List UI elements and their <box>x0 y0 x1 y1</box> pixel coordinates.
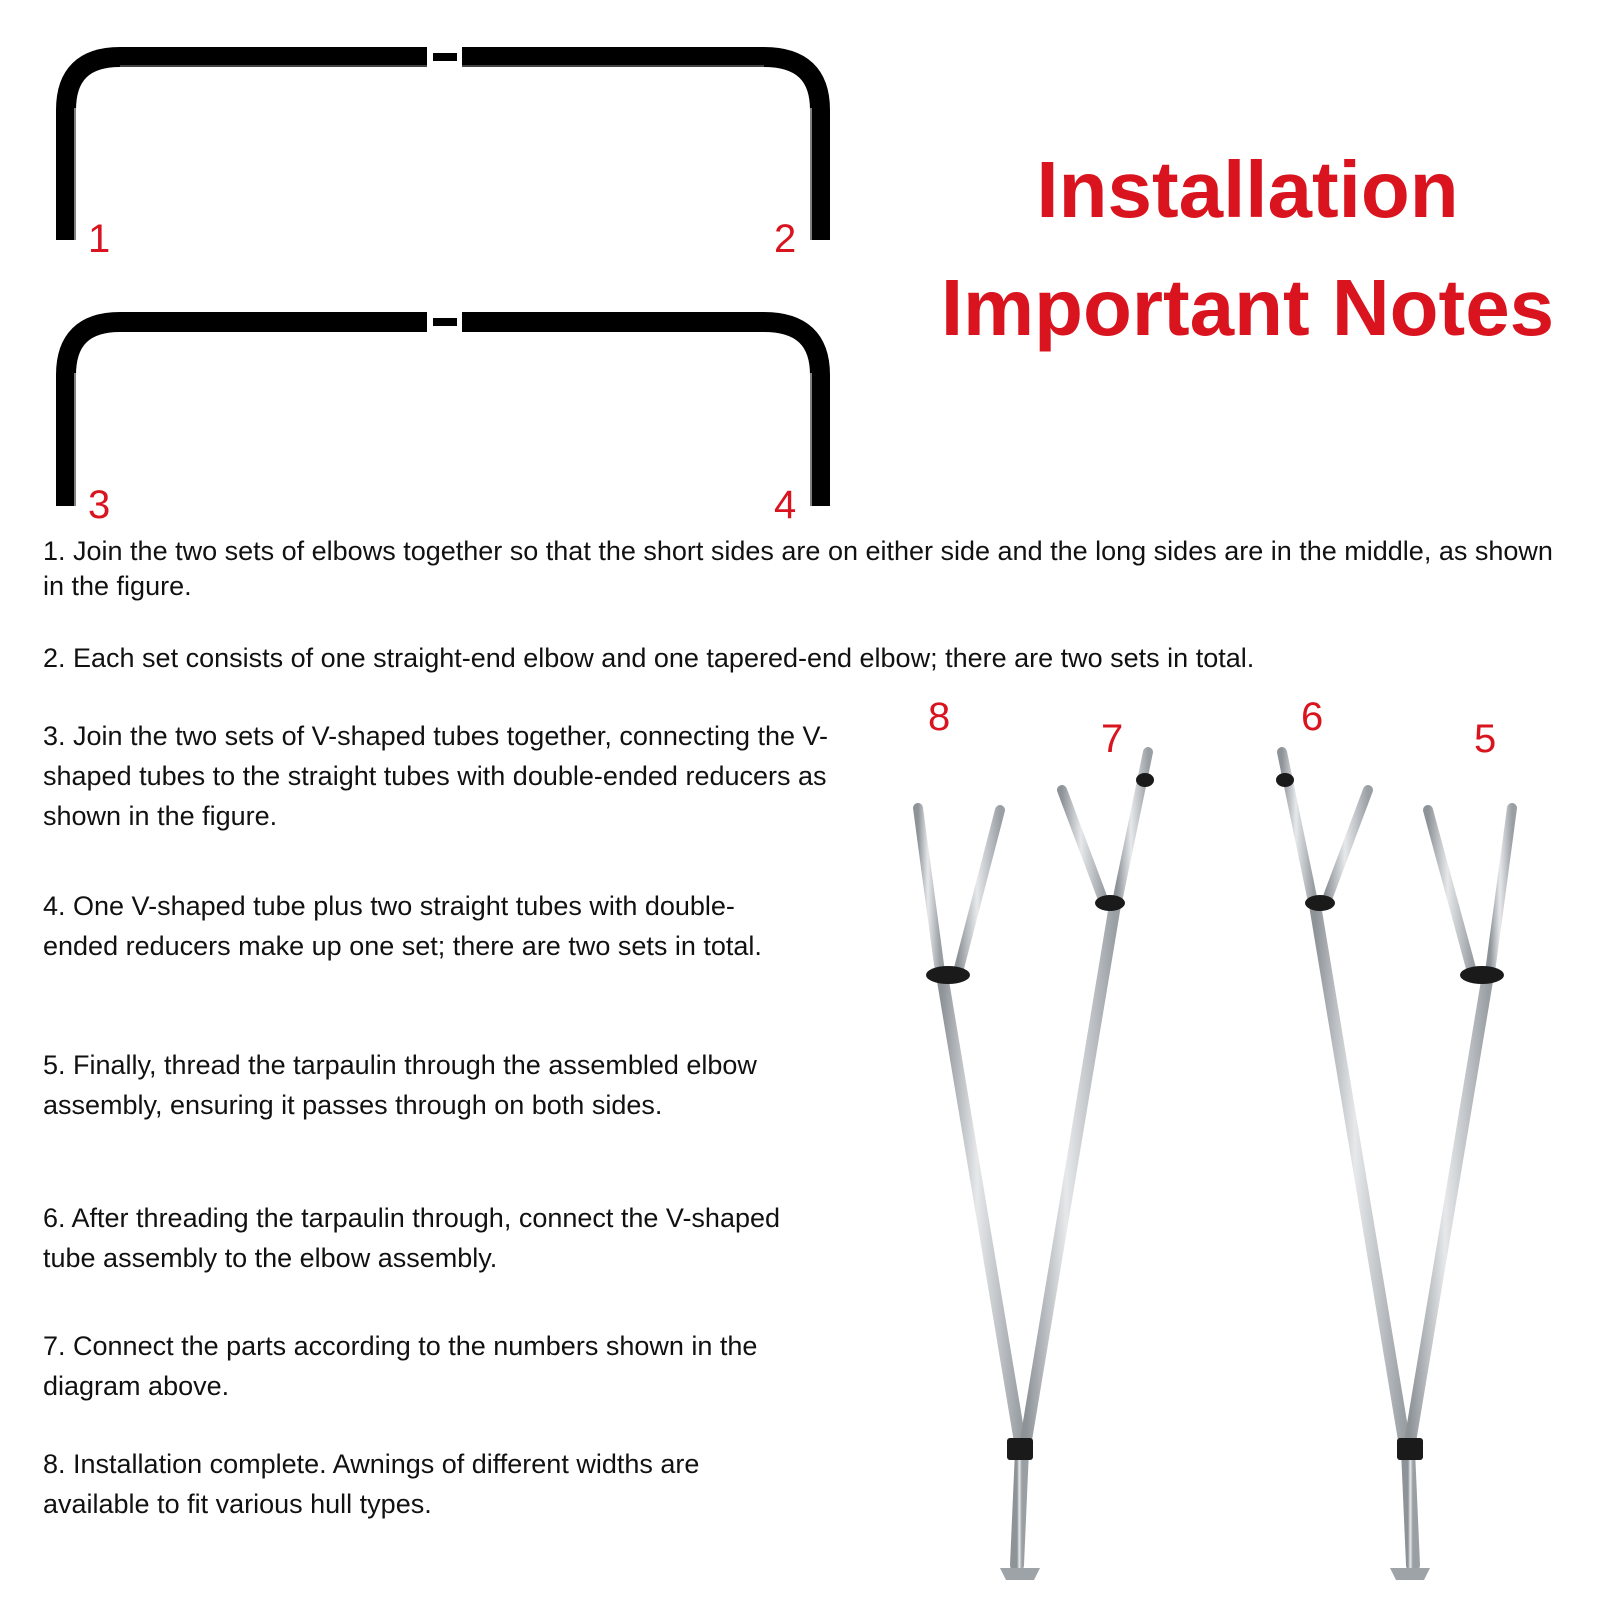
part-number-3: 3 <box>88 483 111 527</box>
part-number-5: 5 <box>1474 717 1497 761</box>
foot-plate-right <box>1390 1568 1430 1580</box>
clamp-right-lower <box>1397 1438 1423 1460</box>
note-5: 5. Finally, thread the tarpaulin through the assembled elbow assembly, ensuring it passes through on both sides. <box>43 1050 757 1120</box>
note-8: 8. Installation complete. Awnings of different widths are available to fit various hull types. <box>43 1449 700 1519</box>
pole-7-main <box>1026 905 1115 1440</box>
pole-8-main <box>942 975 1020 1442</box>
part-number-1: 1 <box>88 217 111 261</box>
pole-6-branch <box>1326 790 1368 902</box>
elbow-frame-bottom <box>66 318 820 506</box>
v-pole-assembly-left <box>918 752 1154 1580</box>
part-number-2: 2 <box>774 217 797 261</box>
part-number-6: 6 <box>1301 695 1324 739</box>
pole-8-branch <box>958 810 1000 972</box>
part-number-7: 7 <box>1101 717 1124 761</box>
elbow-right-bottom <box>462 322 820 506</box>
elbow-frame-top <box>66 53 820 240</box>
note-6: 6. After threading the tarpaulin through, connect the V-shaped tube assembly to the elbow assembly. <box>43 1203 781 1273</box>
clamp-left-lower <box>1007 1438 1033 1460</box>
pole-8-upper <box>918 808 940 972</box>
note-3: 3. Join the two sets of V-shaped tubes together, connecting the V-shaped tubes to the straight tubes with double-ended reducers as shown in the figure. <box>43 721 829 831</box>
part-number-8: 8 <box>928 695 951 739</box>
clamp-left-mid <box>1095 895 1125 911</box>
pole-6-main <box>1315 905 1404 1440</box>
note-4: 4. One V-shaped tube plus two straight tubes with double-ended reducers make up one set; there are two sets in total. <box>43 891 762 961</box>
clamp-right-mid <box>1305 895 1335 911</box>
clamp-right-tip <box>1276 773 1294 787</box>
elbow-right-top <box>462 57 820 240</box>
pole-5-main <box>1410 975 1488 1442</box>
pole-right-foot <box>1408 1450 1413 1565</box>
pole-5-upper <box>1490 808 1512 972</box>
note-7: 7. Connect the parts according to the numbers shown in the diagram above. <box>43 1331 758 1401</box>
elbow-left-top <box>66 57 427 240</box>
title-important-notes: Important Notes <box>940 263 1555 352</box>
part-number-4: 4 <box>774 483 797 527</box>
joint-connector-bottom <box>433 318 457 326</box>
title-installation: Installation <box>1036 145 1459 234</box>
note-1: 1. Join the two sets of elbows together so that the short sides are on either side and the long sides are in the middle, as shown in the figure. <box>43 536 1553 601</box>
pole-7-branch <box>1062 790 1104 902</box>
pole-5-branch <box>1428 810 1472 972</box>
joint-connector-top <box>433 53 457 61</box>
pole-left-foot <box>1017 1450 1022 1565</box>
foot-plate-left <box>1000 1568 1040 1580</box>
elbow-left-bottom <box>66 322 427 506</box>
clamp-left-tip <box>1136 773 1154 787</box>
clamp-left-upper <box>926 966 970 984</box>
note-2: 2. Each set consists of one straight-end elbow and one tapered-end elbow; there are two sets in total. <box>43 643 1255 673</box>
clamp-right-upper <box>1460 966 1504 984</box>
v-pole-assembly-right <box>1276 752 1512 1580</box>
